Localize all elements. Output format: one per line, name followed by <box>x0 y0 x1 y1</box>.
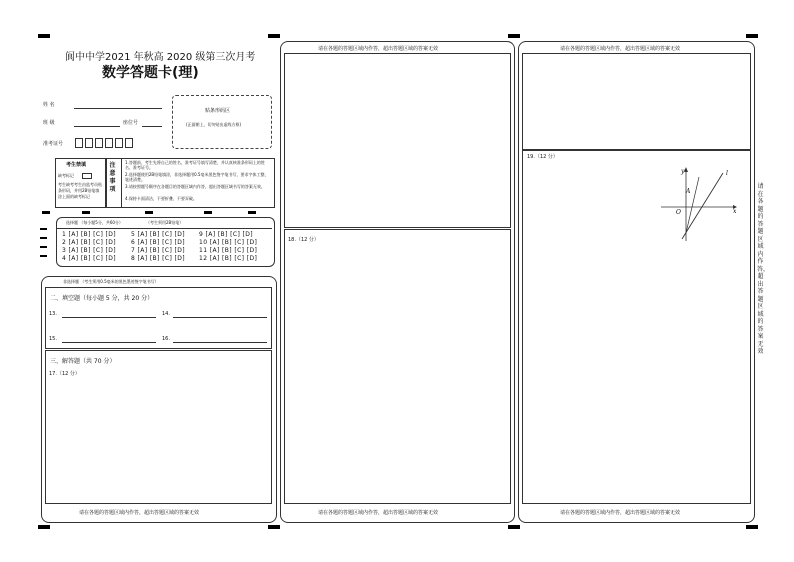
choice-row[interactable]: 6 [A] [B] [C] [D] <box>131 239 186 246</box>
zone-note-header: 请在各题的答题区域内作答，超出答题区域的答案无效 <box>318 46 439 52</box>
timing-mark <box>40 237 47 239</box>
fill-in-title: 二、填空题（每小题 5 分，共 20 分） <box>50 295 154 302</box>
class-field[interactable] <box>74 126 120 127</box>
choice-row[interactable]: 5 [A] [B] [C] [D] <box>131 231 186 238</box>
zone-note-footer: 请在各题的答题区域内作答，超出答题区域的答案无效 <box>560 510 681 516</box>
zone-note-footer: 请在各题的答题区域内作答，超出答题区域的答案无效 <box>79 510 200 516</box>
name-label: 姓 名 <box>43 102 55 108</box>
registration-mark <box>268 34 280 38</box>
choice-title: 选择题 （每小题5分，共60分） <box>66 220 123 225</box>
q16-label: 16. <box>162 336 170 342</box>
notice-item: 4.保持卡面清洁，不要折叠、不要弄破。 <box>125 196 197 201</box>
timing-mark <box>204 211 212 214</box>
choice-row[interactable]: 11 [A] [B] [C] [D] <box>199 247 258 254</box>
q17-label: 17.（12 分） <box>49 371 80 377</box>
ticket-number-boxes[interactable] <box>75 138 135 150</box>
q19-diagram <box>655 163 740 243</box>
q18-label: 18.（12 分） <box>288 237 319 243</box>
barcode-note: (正面朝上，切勿贴出虚线方框) <box>186 122 242 127</box>
q16-answer[interactable] <box>173 342 267 343</box>
q18-answer-area[interactable] <box>284 229 511 504</box>
timing-mark <box>248 211 256 214</box>
answer-title: 三、解答题（共 70 分） <box>50 358 116 365</box>
q15-answer[interactable] <box>62 342 156 343</box>
registration-mark <box>38 525 50 529</box>
registration-mark <box>38 34 50 38</box>
notice-item: 3.请按照题号顺序在各题目的答题区域内作答，超出答题区域书写的答案无效。 <box>125 184 265 189</box>
side-note: 请在各题的答题区域内作答，超出答题区域的答案无效 <box>757 183 770 355</box>
page-title: 数学答题卡(理) <box>102 65 199 81</box>
q14-label: 14. <box>162 311 170 317</box>
choice-divider <box>57 228 272 229</box>
registration-mark <box>268 525 280 529</box>
choice-row[interactable]: 7 [A] [B] [C] [D] <box>131 247 186 254</box>
timing-mark <box>40 255 47 257</box>
registration-mark <box>746 34 758 38</box>
diagram-x-label: x <box>733 208 737 215</box>
notice-title: 注意事项 <box>109 162 116 193</box>
q13-answer[interactable] <box>62 317 156 318</box>
choice-row[interactable]: 4 [A] [B] [C] [D] <box>62 255 117 262</box>
q17-continuation-area[interactable] <box>284 53 511 228</box>
zone-note-footer: 请在各题的答题区域内作答，超出答题区域的答案无效 <box>318 510 439 516</box>
diagram-origin-label: O <box>676 209 681 216</box>
timing-mark <box>40 246 47 248</box>
choice-fill-note: （考生须用2B铅笔） <box>146 220 184 225</box>
seat-label: 座位号 <box>123 120 139 126</box>
choice-row[interactable]: 9 [A] [B] [C] [D] <box>199 231 254 238</box>
absent-label: 缺考标记 <box>58 173 74 178</box>
seat-field[interactable] <box>142 126 162 127</box>
notice-item: 1.答题前，考生先将自己的姓名、准考证号填写清楚，并认真核准条形码上的姓名、准考证号。 <box>125 160 265 170</box>
diagram-line-l: l <box>726 170 728 177</box>
school-exam-line: 阆中中学2021 年秋高 2020 级第三次月考 <box>65 52 256 63</box>
choice-row[interactable]: 8 [A] [B] [C] [D] <box>131 255 186 262</box>
choice-row[interactable]: 1 [A] [B] [C] [D] <box>62 231 117 238</box>
diagram-point-a: A <box>686 188 691 195</box>
registration-mark <box>746 525 758 529</box>
absent-mark-box[interactable] <box>82 173 92 179</box>
timing-mark <box>40 228 47 230</box>
class-label: 班 级 <box>43 120 55 126</box>
zone-note-header: 请在各题的答题区域内作答，超出答题区域的答案无效 <box>560 46 681 52</box>
q14-answer[interactable] <box>173 317 267 318</box>
q19-label: 19.（12 分） <box>527 154 558 160</box>
nonchoice-title: 非选择题 （考生须用0.5毫米的黑色墨迹签字笔书写） <box>63 279 159 284</box>
choice-row[interactable]: 10 [A] [B] [C] [D] <box>199 239 258 246</box>
absent-note: 考生缺考考生由监考员贴条形码，并用2B铅笔填涂上面的缺考标记 <box>58 182 102 199</box>
timing-mark <box>42 211 50 214</box>
name-field[interactable] <box>74 108 162 109</box>
notice-item: 2.选择题使用2B铅笔填涂，非选择题用0.5毫米黑色签字笔书写，要求字体工整，笔迹清楚。 <box>125 172 269 182</box>
barcode-title: 贴条形码区 <box>205 108 231 114</box>
exam-status-title: 考生禁填 <box>66 162 87 168</box>
choice-row[interactable]: 12 [A] [B] [C] [D] <box>199 255 258 262</box>
diagram-y-label: y <box>681 168 685 175</box>
timing-mark <box>82 211 90 214</box>
choice-row[interactable]: 2 [A] [B] [C] [D] <box>62 239 117 246</box>
registration-mark <box>508 525 520 529</box>
q15-label: 15. <box>49 336 57 342</box>
q18-continuation-area[interactable] <box>522 53 751 150</box>
q13-label: 13. <box>49 311 57 317</box>
ticket-label: 准考证号 <box>43 141 64 147</box>
timing-mark <box>145 211 153 214</box>
choice-row[interactable]: 3 [A] [B] [C] [D] <box>62 247 117 254</box>
registration-mark <box>508 34 520 38</box>
